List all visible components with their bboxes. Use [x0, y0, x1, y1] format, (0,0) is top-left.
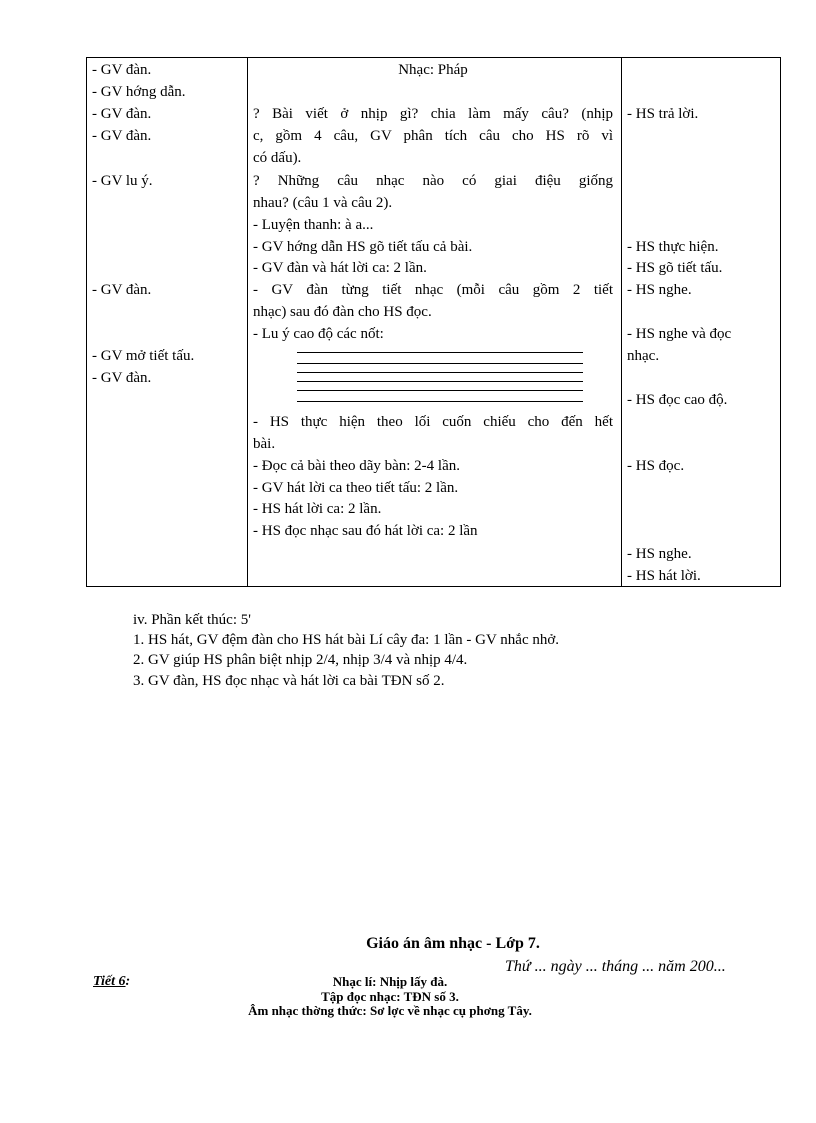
lesson-table — [86, 57, 781, 587]
student-action: - HS nghe và đọc — [627, 326, 732, 342]
staff-line — [297, 352, 583, 353]
lesson-topic: Nhạc lí: Nhịp lấy đà. — [332, 974, 448, 989]
content-line: - Đọc cả bài theo dãy bàn: 2-4 lần. — [253, 458, 461, 474]
music-staff — [297, 352, 587, 404]
teacher-action: - GV hớng dẫn. — [92, 84, 186, 100]
student-action: - HS nghe. — [627, 282, 692, 298]
content-line: - Lu ý cao độ các nốt: — [253, 326, 384, 342]
content-line: - HS hát lời ca: 2 lần. — [253, 501, 382, 517]
ending-item: 2. GV giúp HS phân biệt nhịp 2/4, nhịp 3/4 và nhịp 4/4. — [133, 652, 468, 668]
student-action: - HS thực hiện. — [627, 239, 719, 255]
student-action: - HS nghe. — [627, 546, 692, 562]
lesson-topic: Tập đọc nhạc: TĐN số 3. — [321, 989, 459, 1004]
content-line: - GV đàn và hát lời ca: 2 lần. — [253, 260, 427, 276]
staff-line — [297, 381, 583, 382]
student-action: - HS hát lời. — [627, 568, 701, 584]
teacher-action: - GV lu ý. — [92, 173, 153, 189]
content-line: nhạc) sau đó đàn cho HS đọc. — [253, 304, 432, 320]
ending-item: 3. GV đàn, HS đọc nhạc và hát lời ca bài TĐN số 2. — [133, 673, 445, 689]
content-line: có dấu). — [253, 150, 302, 166]
lesson-number-text: Tiết 6 — [93, 974, 126, 989]
staff-line — [297, 372, 583, 373]
teacher-action: - GV đàn. — [92, 62, 152, 78]
teacher-action: - GV đàn. — [92, 370, 152, 386]
student-action: - HS đọc. — [627, 458, 685, 474]
column-divider — [247, 58, 248, 586]
content-line: - GV hớng dẫn HS gõ tiết tấu cả bài. — [253, 239, 473, 255]
teacher-action: - GV đàn. — [92, 282, 152, 298]
song-origin: Nhạc: Pháp — [398, 62, 468, 78]
date-line: Thứ ... ngày ... tháng ... năm 200... — [505, 958, 726, 975]
content-line: c, gồm 4 câu, GV phân tích câu cho HS rõ vì — [253, 128, 613, 144]
teacher-action: - GV đàn. — [92, 106, 152, 122]
lesson-number-colon: : — [125, 974, 131, 989]
student-action: - HS đọc cao độ. — [627, 392, 728, 408]
staff-line — [297, 390, 583, 391]
ending-item: 1. HS hát, GV đệm đàn cho HS hát bài Lí cây đa: 1 lần - GV nhắc nhở. — [133, 632, 560, 648]
column-divider — [621, 58, 622, 586]
teacher-action: - GV mở tiết tấu. — [92, 348, 195, 364]
content-line: - HS đọc nhạc sau đó hát lời ca: 2 lần — [253, 523, 478, 539]
staff-line — [297, 363, 583, 364]
student-action: - HS gõ tiết tấu. — [627, 260, 723, 276]
content-line: - Luyện thanh: à a... — [253, 217, 374, 233]
document-title: Giáo án âm nhạc - Lớp 7. — [366, 935, 540, 952]
content-line: - HS thực hiện theo lối cuốn chiếu cho đến hết — [253, 414, 613, 430]
content-line: - GV đàn từng tiết nhạc (mỗi câu gồm 2 tiết — [253, 282, 613, 298]
content-line: ? Bài viết ở nhịp gì? chia làm mấy câu? (nhịp — [253, 106, 613, 122]
content-line: bài. — [253, 436, 276, 452]
ending-heading: iv. Phần kết thúc: 5' — [133, 612, 251, 628]
content-line: nhau? (câu 1 và câu 2). — [253, 195, 393, 211]
content-line: ? Những câu nhạc nào có giai điệu giống — [253, 173, 613, 189]
lesson-topic: Âm nhạc thờng thức: Sơ lợc về nhạc cụ phơng Tây. — [248, 1003, 532, 1018]
content-line: - GV hát lời ca theo tiết tấu: 2 lần. — [253, 480, 459, 496]
student-action: - HS trả lời. — [627, 106, 699, 122]
student-action: nhạc. — [627, 348, 660, 364]
staff-line — [297, 401, 583, 402]
teacher-action: - GV đàn. — [92, 128, 152, 144]
